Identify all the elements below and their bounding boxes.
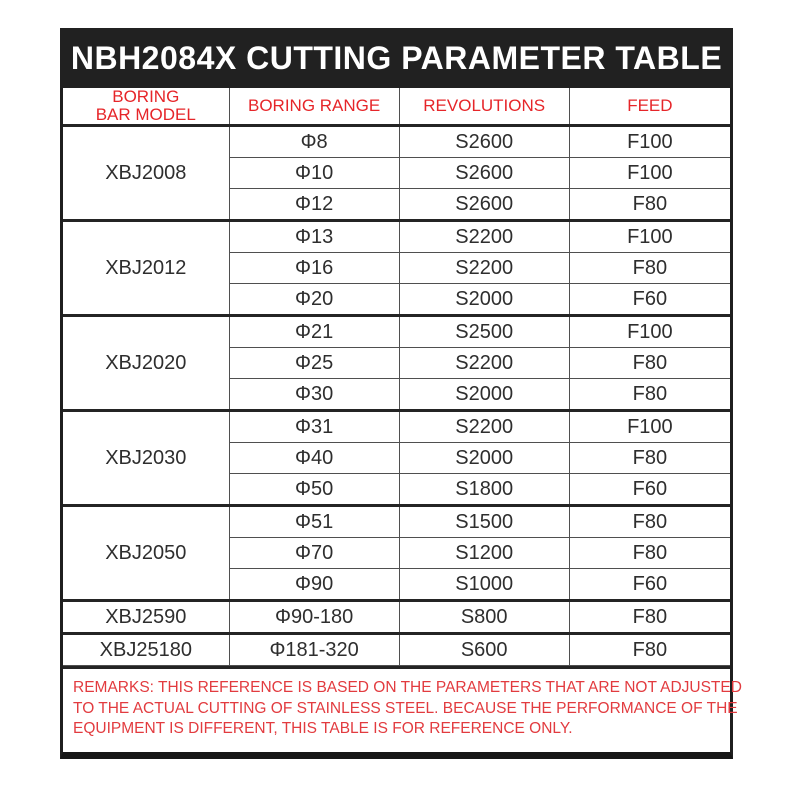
remarks-note <box>63 666 742 752</box>
header-row <box>63 88 730 126</box>
feed-cell: F80 <box>569 634 730 666</box>
boring-range-cell: Φ31 <box>229 411 399 443</box>
feed-cell: F80 <box>569 253 730 284</box>
boring-range-cell: Φ70 <box>229 538 399 569</box>
revolutions-cell: S2000 <box>399 443 569 474</box>
feed-cell: F100 <box>569 158 730 189</box>
revolutions-cell: S2600 <box>399 189 569 221</box>
boring-range-cell: Φ25 <box>229 348 399 379</box>
feed-cell: F80 <box>569 538 730 569</box>
feed-cell: F80 <box>569 443 730 474</box>
parameter-table-frame <box>60 87 742 759</box>
revolutions-cell: S2200 <box>399 253 569 284</box>
model-cell: XBJ2020 <box>63 316 229 411</box>
table-row <box>63 221 730 253</box>
boring-range-cell: Φ13 <box>229 221 399 253</box>
feed-cell: F80 <box>569 189 730 221</box>
table-row <box>63 601 730 634</box>
feed-cell: F100 <box>569 411 730 443</box>
feed-cell: F60 <box>569 569 730 601</box>
table-row <box>63 634 730 666</box>
boring-range-cell: Φ50 <box>229 474 399 506</box>
boring-range-cell: Φ10 <box>229 158 399 189</box>
feed-cell: F80 <box>569 506 730 538</box>
remarks-line: REMARKS: THIS REFERENCE IS BASED ON THE PARAMETERS THAT ARE NOT ADJUSTED <box>73 679 742 696</box>
model-cell: XBJ2050 <box>63 506 229 601</box>
revolutions-cell: S600 <box>399 634 569 666</box>
revolutions-cell: S2200 <box>399 348 569 379</box>
column-header-feed: FEED <box>569 88 730 126</box>
table-row <box>63 506 730 538</box>
cutting-parameter-sheet <box>60 28 742 759</box>
revolutions-cell: S2200 <box>399 221 569 253</box>
boring-range-cell: Φ30 <box>229 379 399 411</box>
model-cell: XBJ2030 <box>63 411 229 506</box>
table-row <box>63 316 730 348</box>
column-header-boring-range: BORING RANGE <box>229 88 399 126</box>
boring-range-cell: Φ181-320 <box>229 634 399 666</box>
table-title-bar <box>60 28 733 88</box>
revolutions-cell: S1200 <box>399 538 569 569</box>
model-cell: XBJ2012 <box>63 221 229 316</box>
remarks-line: EQUIPMENT IS DIFFERENT, THIS TABLE IS FOR REFERENCE ONLY. <box>73 720 573 738</box>
table-row <box>63 126 730 158</box>
table-row <box>63 411 730 443</box>
boring-range-cell: Φ90-180 <box>229 601 399 634</box>
revolutions-cell: S2500 <box>399 316 569 348</box>
revolutions-cell: S2600 <box>399 158 569 189</box>
parameter-table <box>63 88 730 666</box>
boring-range-cell: Φ16 <box>229 253 399 284</box>
model-cell: XBJ2008 <box>63 126 229 221</box>
boring-range-cell: Φ90 <box>229 569 399 601</box>
column-header-revolutions: REVOLUTIONS <box>399 88 569 126</box>
feed-cell: F60 <box>569 284 730 316</box>
table-body <box>63 126 730 666</box>
column-header-boring-bar-model: BORING BAR MODEL <box>63 88 229 126</box>
feed-cell: F100 <box>569 126 730 158</box>
revolutions-cell: S2200 <box>399 411 569 443</box>
boring-range-cell: Φ12 <box>229 189 399 221</box>
revolutions-cell: S1500 <box>399 506 569 538</box>
revolutions-cell: S800 <box>399 601 569 634</box>
boring-range-cell: Φ20 <box>229 284 399 316</box>
feed-cell: F100 <box>569 221 730 253</box>
model-cell: XBJ2590 <box>63 601 229 634</box>
boring-range-cell: Φ8 <box>229 126 399 158</box>
feed-cell: F100 <box>569 316 730 348</box>
revolutions-cell: S1800 <box>399 474 569 506</box>
boring-range-cell: Φ40 <box>229 443 399 474</box>
model-cell: XBJ25180 <box>63 634 229 666</box>
feed-cell: F80 <box>569 348 730 379</box>
revolutions-cell: S2000 <box>399 284 569 316</box>
revolutions-cell: S2600 <box>399 126 569 158</box>
table-title: NBH2084X CUTTING PARAMETER TABLE <box>70 39 723 76</box>
revolutions-cell: S2000 <box>399 379 569 411</box>
feed-cell: F60 <box>569 474 730 506</box>
table-header-row <box>63 88 730 126</box>
feed-cell: F80 <box>569 601 730 634</box>
revolutions-cell: S1000 <box>399 569 569 601</box>
boring-range-cell: Φ21 <box>229 316 399 348</box>
remarks-line: TO THE ACTUAL CUTTING OF STAINLESS STEEL. BECAUSE THE PERFORMANCE OF THE <box>73 699 738 717</box>
boring-range-cell: Φ51 <box>229 506 399 538</box>
feed-cell: F80 <box>569 379 730 411</box>
